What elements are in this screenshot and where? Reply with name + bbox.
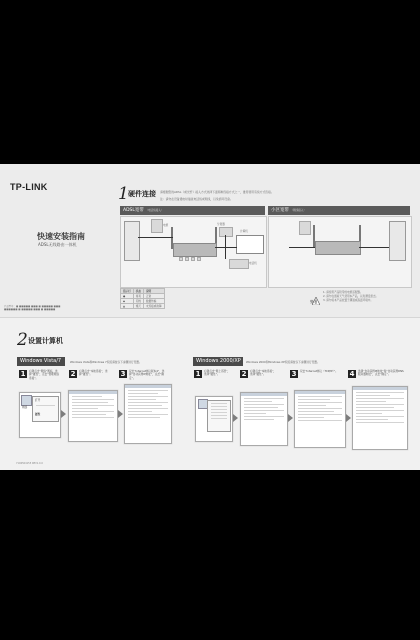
step-number-badge: 1 — [195, 370, 201, 378]
section-description — [160, 190, 274, 201]
table-cell: 数据传输 — [143, 299, 164, 304]
power-adapter-icon — [299, 221, 311, 235]
community-bar-note: （网线接入） — [290, 209, 306, 212]
adsl-bar-note: （电话线接入） — [145, 209, 164, 212]
community-broadband-bar — [268, 206, 410, 215]
cable-line — [225, 235, 226, 259]
xp-section-bar: Windows 2000/XP — [193, 357, 243, 366]
table-header-cell: 状态 — [133, 289, 143, 294]
step-number-badge: 3 — [291, 370, 297, 378]
arrow-right-icon — [288, 414, 293, 422]
cable-line — [359, 247, 389, 248]
step-number-badge: 2 — [70, 370, 76, 378]
router-icon — [315, 241, 361, 255]
section-title: 设置计算机 — [28, 337, 63, 345]
screenshot-network-connections — [240, 392, 288, 446]
step-number-badge: 3 — [120, 370, 126, 378]
section-description-line: 注：请勿在设备通电时插拔电话线或网线，以免损坏设备。 — [160, 197, 233, 201]
phone-label: 电话机 — [249, 262, 257, 265]
warning-line: 1. 请使用产品附带的电源适配器。 — [323, 291, 363, 294]
model-note-line: ■■■■■■ ■ ■■■■■ ■■■ ■ ■■■■■ — [4, 308, 56, 311]
screenshot-tcpip-properties — [124, 384, 172, 444]
splitter-label: 分离器 — [217, 223, 225, 226]
menu-label: 网络 — [22, 406, 28, 409]
screenshot-local-connection-properties — [294, 390, 346, 448]
router-port-icon — [185, 257, 189, 261]
splitter-icon — [219, 227, 233, 237]
step-number-badge: 4 — [349, 370, 355, 378]
step-instruction: 右键点击“本地连接”，选择“属性”。 — [79, 370, 108, 377]
xp-description: Windows 2000和Windows XP系统请按以下步骤进行设置。 — [246, 360, 320, 364]
warning-line: 2. 请勿在雷雨天气使用本产品，以免遭受雷击。 — [323, 295, 379, 298]
step-instruction: 右键点击“网上邻居”，选择“属性”。 — [204, 370, 231, 377]
section-number: 2 — [17, 330, 28, 350]
indicator-table — [120, 288, 165, 309]
model-note-line: 产品型号：■ ■■■■■ ■■■ ■ ■■■■■ ■■■ — [4, 305, 61, 308]
table-cell: 熄灭 — [133, 304, 143, 309]
vista-description: Windows Vista和Windows 7系统请按以下步骤进行设置。 — [70, 360, 142, 364]
arrow-right-icon — [61, 410, 66, 418]
table-cell: ◆ — [121, 299, 134, 304]
power-label: 电源 — [163, 224, 169, 227]
document-code: 7106504155 REV1.0.0 — [16, 462, 43, 465]
computer-label: 计算机 — [240, 230, 248, 233]
phone-icon — [229, 259, 249, 269]
screenshot-tcpip-properties — [352, 386, 408, 450]
table-cell: 未连接或故障 — [143, 304, 164, 309]
guide-subtitle: ADSL无线路由一体机 — [38, 242, 77, 247]
guide-title: 快速安装指南 — [37, 232, 85, 241]
warning-text — [323, 290, 378, 302]
computer-tower-icon — [124, 221, 140, 261]
context-menu — [32, 396, 59, 422]
setup-computer-sheet — [0, 317, 420, 470]
router-port-icon — [191, 257, 195, 261]
table-header-cell: 指示灯 — [121, 289, 134, 294]
router-port-icon — [197, 257, 201, 261]
table-cell: 正常 — [143, 294, 164, 299]
table-cell: ● — [121, 294, 134, 299]
cable-line — [138, 237, 173, 238]
section-description-line: 请根据您的ADSL（或光纤）接入方式选择下面两种连接方式之一，推荐使用有线方式连接。 — [160, 190, 274, 194]
table-row — [121, 304, 165, 309]
step-number-badge: 1 — [20, 370, 26, 378]
step-instruction: 双击“Internet协议版本4”，选择“自动获得IP地址”，点击“确定”。 — [129, 370, 165, 380]
table-cell: 常亮 — [133, 294, 143, 299]
screenshot-network-places-menu — [195, 396, 233, 442]
warning-title: 警示 — [310, 300, 317, 304]
arrow-right-icon — [118, 410, 123, 418]
table-cell: ▲ — [121, 304, 134, 309]
brand-logo: TP-LINK — [10, 182, 48, 192]
step-number-badge: 2 — [241, 370, 247, 378]
model-note — [4, 304, 60, 311]
step-instruction: 右键点击“本地连接”，选择“属性”。 — [250, 370, 277, 377]
step-instruction: 右键点击“网络”图标，选择“属性”，点击“管理网络连接”。 — [29, 370, 59, 380]
monitor-icon — [236, 235, 264, 254]
cable-line — [289, 247, 315, 248]
adsl-bar-title: ADSL宽带 — [123, 208, 144, 213]
adsl-section-bar — [120, 206, 265, 215]
adsl-connection-diagram — [120, 216, 267, 288]
table-header-cell: 说明 — [143, 289, 164, 294]
table-cell: 闪烁 — [133, 299, 143, 304]
router-port-icon — [179, 257, 183, 261]
warning-icon — [312, 290, 320, 298]
screenshot-network-connections — [68, 390, 118, 442]
router-icon — [173, 243, 217, 257]
arrow-right-icon — [346, 414, 351, 422]
vista-section-bar: Windows Vista/7 — [17, 357, 65, 366]
guide-cover-sheet — [0, 164, 420, 317]
screenshot-network-menu — [19, 392, 61, 438]
step-instruction: 双击“Internet协议（TCP/IP）”。 — [300, 370, 338, 373]
computer-tower-icon — [389, 221, 406, 261]
cable-line — [215, 247, 237, 248]
community-connection-diagram — [268, 216, 412, 288]
menu-item: 属性 — [35, 413, 41, 416]
warning-line: 3. 请勿将本产品放置于潮湿或高温环境中。 — [323, 299, 373, 302]
menu-item: 打开 — [35, 399, 41, 402]
step-instruction: 选择“自动获得IP地址”和“自动获得DNS服务器地址”，点击“确定”。 — [358, 370, 404, 377]
section-title: 硬件连接 — [128, 190, 156, 198]
context-menu — [207, 400, 231, 432]
arrow-right-icon — [233, 414, 238, 422]
power-adapter-icon — [151, 219, 163, 233]
community-bar-title: 小区宽带 — [271, 208, 289, 213]
section-number: 1 — [118, 184, 129, 204]
